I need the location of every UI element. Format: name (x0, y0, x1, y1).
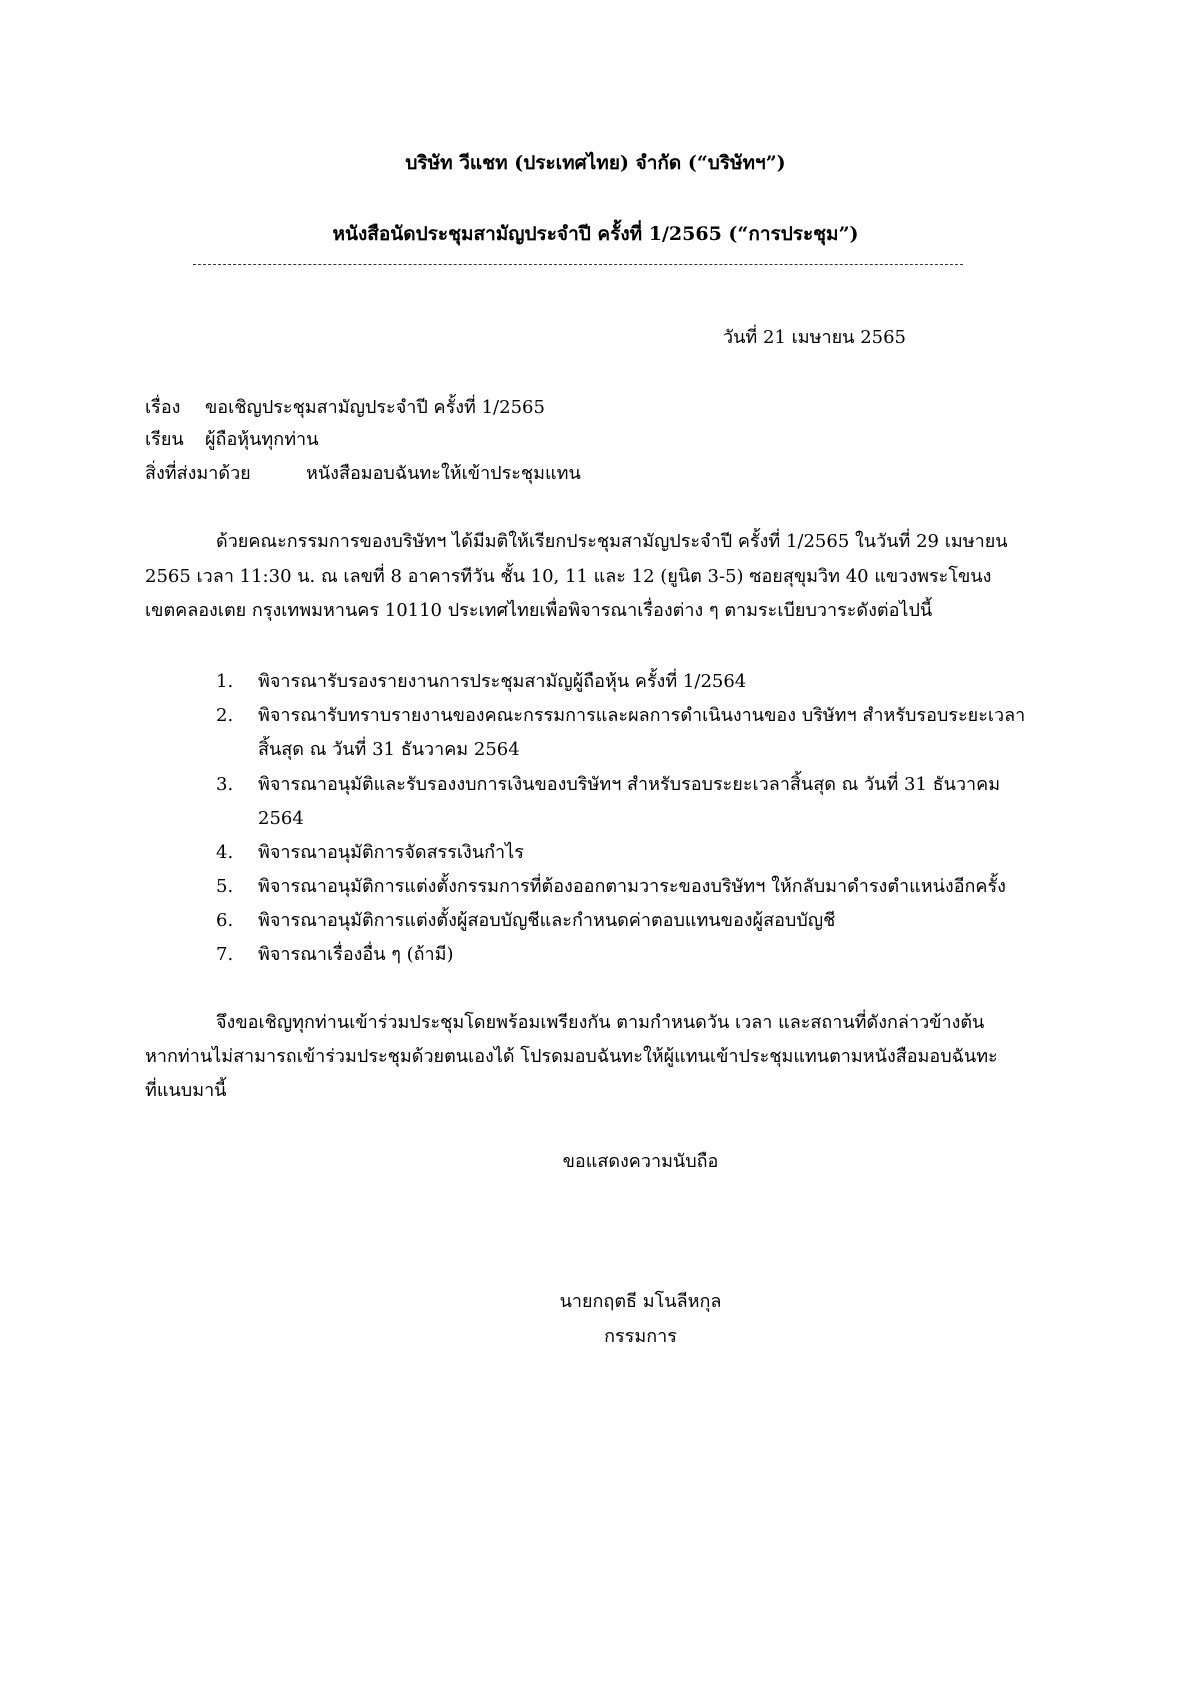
agenda-item-continued: 2564 (258, 808, 304, 829)
subject-label: เรื่อง (145, 397, 181, 418)
agenda-item: พิจารณาเรื่องอื่น ๆ (ถ้ามี) (258, 944, 454, 965)
closing-regards: ขอแสดงความนับถือ (562, 1151, 719, 1172)
closing-line: จึงขอเชิญทุกท่านเข้าร่วมประชุมโดยพร้อมเพรียงกัน ตามกำหนดวัน เวลา และสถานที่ดังกล่าวข้างต้น (216, 1012, 985, 1033)
intro-line: 2565 เวลา 11:30 น. ณ เลขที่ 8 อาคารทีวัน ชั้น 10, 11 และ 12 (ยูนิต 3-5) ซอยสุขุมวิท 40 แขวงพระโขนง (145, 566, 992, 587)
document-date: วันที่ 21 เมษายน 2565 (723, 327, 906, 348)
closing-line: หากท่านไม่สามารถเข้าร่วมประชุมด้วยตนเองได้ โปรดมอบฉันทะให้ผู้แทนเข้าประชุมแทนตามหนังสือมอบฉันทะ (145, 1046, 998, 1067)
agenda-number: 5. (216, 876, 234, 897)
agenda-item-continued: สิ้นสุด ณ วันที่ 31 ธันวาคม 2564 (258, 739, 520, 760)
enclosure-label: สิ่งที่ส่งมาด้วย (145, 463, 251, 484)
recipient-label: เรียน (145, 429, 184, 450)
intro-line: เขตคลองเตย กรุงเทพมหานคร 10110 ประเทศไทยเพื่อพิจารณาเรื่องต่าง ๆ ตามระเบียบวาระดังต่อไปนี้ (145, 600, 933, 621)
agenda-item: พิจารณาอนุมัติการแต่งตั้งกรรมการที่ต้องออกตามวาระของบริษัทฯ ให้กลับมาดำรงตำแหน่งอีกครั้ง (258, 876, 1006, 897)
subject-value: ขอเชิญประชุมสามัญประจำปี ครั้งที่ 1/2565 (205, 397, 545, 418)
agenda-number: 7. (216, 944, 234, 965)
agenda-number: 4. (216, 842, 234, 863)
company-title: บริษัท วีแชท (ประเทศไทย) จำกัด (“บริษัทฯ”) (405, 152, 786, 174)
signatory-name: นายกฤตธี มโนลีหกุล (559, 1291, 722, 1312)
closing-line: ที่แนบมานี้ (145, 1080, 227, 1101)
agenda-item: พิจารณาอนุมัติการจัดสรรเงินกำไร (258, 842, 524, 863)
dashed-divider (193, 264, 963, 265)
agenda-item: พิจารณารับทราบรายงานของคณะกรรมการและผลการดำเนินงานของ บริษัทฯ สำหรับรอบระยะเวลา (258, 705, 1026, 726)
intro-line: ด้วยคณะกรรมการของบริษัทฯ ได้มีมติให้เรียกประชุมสามัญประจำปี ครั้งที่ 1/2565 ในวันที่ 29 เมษายน (216, 531, 1008, 552)
agenda-item: พิจารณารับรองรายงานการประชุมสามัญผู้ถือหุ้น ครั้งที่ 1/2564 (258, 671, 747, 692)
agenda-number: 2. (216, 705, 234, 726)
agenda-item: พิจารณาอนุมัติและรับรองงบการเงินของบริษัทฯ สำหรับรอบระยะเวลาสิ้นสุด ณ วันที่ 31 ธันวาคม (258, 774, 1001, 795)
notice-title: หนังสือนัดประชุมสามัญประจำปี ครั้งที่ 1/2565 (“การประชุม”) (332, 223, 859, 245)
agenda-item: พิจารณาอนุมัติการแต่งตั้งผู้สอบบัญชีและกำหนดค่าตอบแทนของผู้สอบบัญชี (258, 910, 836, 931)
agenda-number: 6. (216, 910, 234, 931)
agenda-number: 1. (216, 671, 234, 692)
signatory-title: กรรมการ (604, 1326, 677, 1347)
agenda-number: 3. (216, 774, 234, 795)
enclosure-value: หนังสือมอบฉันทะให้เข้าประชุมแทน (306, 463, 581, 484)
recipient-value: ผู้ถือหุ้นทุกท่าน (205, 429, 319, 450)
